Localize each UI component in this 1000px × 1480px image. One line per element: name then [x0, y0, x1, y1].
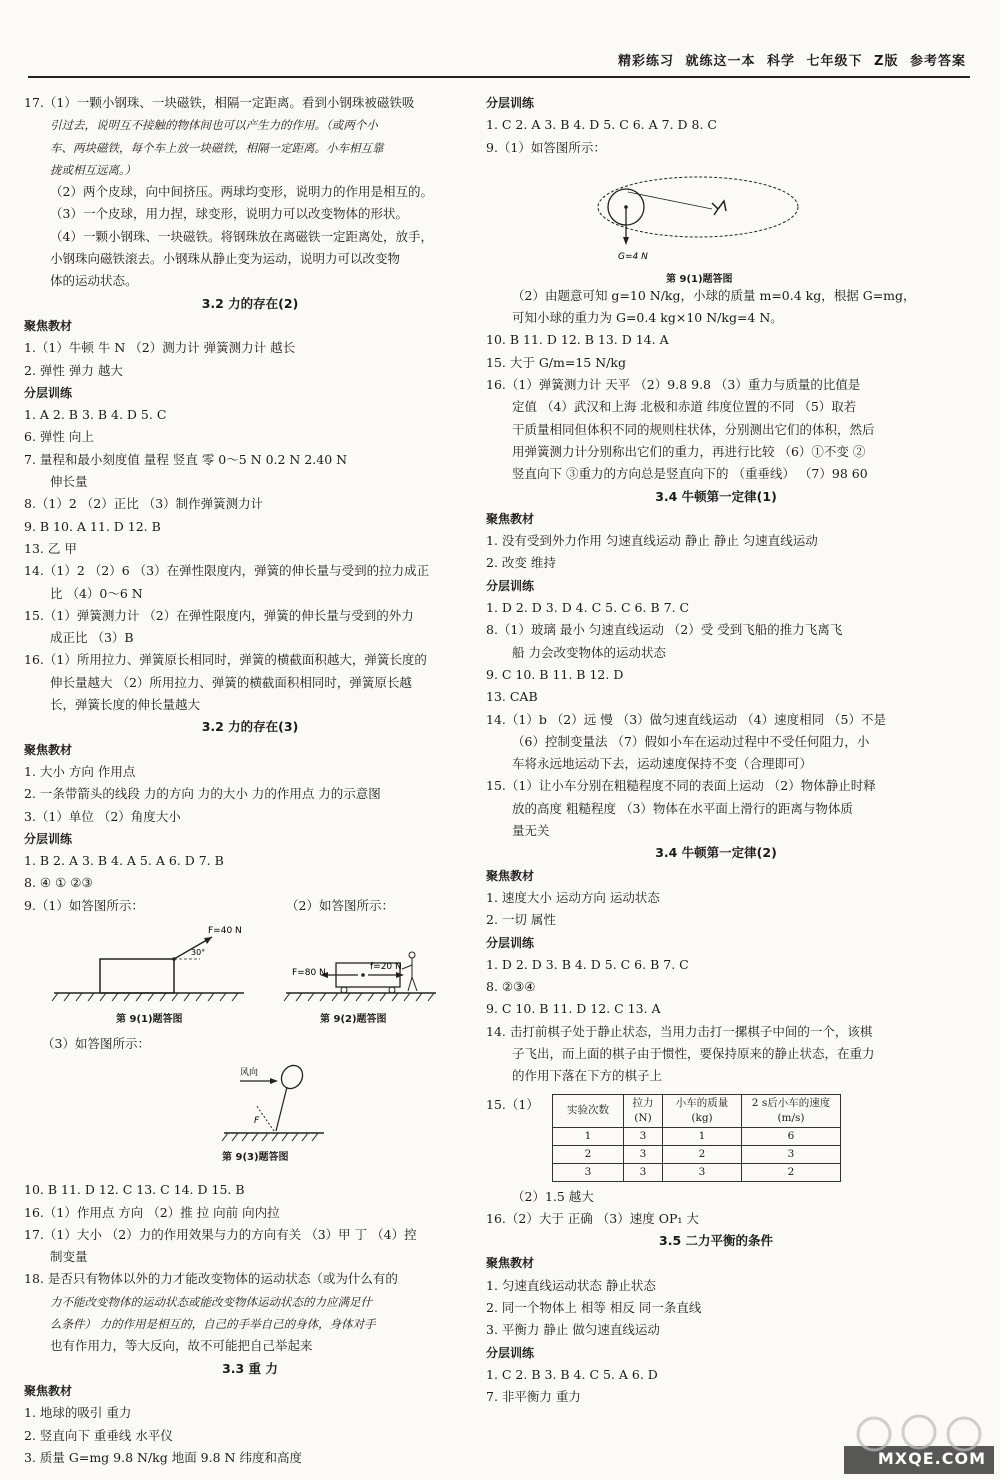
subsection-title: 分层训练 — [24, 385, 73, 400]
answer-text: 9.（1）如答图所示： — [24, 897, 144, 913]
answer-line: 2. 改变 维持 — [486, 555, 556, 571]
answer-line: （4）一颗小钢珠、一块磁铁。将钢珠放在离磁铁一定距离处，放手， — [50, 228, 433, 244]
answer-line: 9. C 10. B 11. B 12. D — [486, 666, 624, 682]
answer-line: 成正比 （3）B — [50, 630, 134, 646]
answer-line: 1.（1）牛顿 牛 N （2）测力计 弹簧测力计 越长 — [24, 340, 296, 356]
force-label: F=40 N — [208, 925, 242, 936]
answer-line: 竖直向下 ③重力的方向总是竖直向下的 （重垂线） （7）98 60 — [512, 466, 868, 482]
answer-line: 么条件） 力的作用是相互的，自己的手举自己的身体，身体对手 — [50, 1317, 376, 1332]
subsection-title: 聚焦教材 — [24, 742, 73, 757]
answer-line: 18. 是否只有物体以外的力才能改变物体的运动状态（或为什么有的 — [24, 1271, 398, 1287]
answer-line: 9. B 10. A 11. D 12. B — [24, 518, 161, 534]
subsection-title: 聚焦教材 — [486, 868, 535, 883]
answer-line: 7. 量程和最小刻度值 量程 竖直 零 0～5 N 0.2 N 2.40 N — [24, 451, 348, 467]
answer-line: 17.（1）一颗小钢珠、一块磁铁，相隔一定距离。看到小钢珠被磁铁吸 — [24, 95, 415, 110]
table-cell: 1 — [663, 1127, 742, 1145]
subsection-title: 分层训练 — [486, 935, 535, 950]
section-title: 3.4 牛顿第一定律(2) — [655, 845, 777, 861]
table-cell: 3 — [742, 1145, 841, 1163]
table-header-row — [553, 1094, 841, 1127]
table-header: 小车的质量(kg) — [663, 1094, 742, 1127]
subsection-title: 聚焦教材 — [486, 511, 535, 526]
answer-line: 8.（1）2 （2）正比 （3）制作弹簧测力计 — [24, 496, 264, 512]
figure-9-1-2 — [24, 917, 476, 1025]
answer-line: 2. 竖直向下 重垂线 水平仪 — [24, 1427, 173, 1443]
right-column — [486, 92, 946, 1409]
answer-line: 比 （4）0～6 N — [50, 585, 143, 601]
answer-line: 伸长量越大 （2）所用拉力、弹簧的横截面积相同时，弹簧原长越 — [50, 674, 412, 690]
answer-line: 力不能改变物体的运动状态或能改变物体运动状态的力应满足什 — [50, 1294, 372, 1309]
answer-line: 2. 一条带箭头的线段 力的方向 力的大小 力的作用点 力的示意图 — [24, 786, 381, 802]
figure-caption: 第 9(3)题答图 — [222, 1152, 289, 1164]
subsection-title: 聚焦教材 — [24, 318, 73, 333]
table-cell: 3 — [663, 1163, 742, 1181]
answer-line: 1. D 2. D 3. B 4. D 5. C 6. B 7. C — [486, 956, 689, 972]
subsection-title: 分层训练 — [486, 1345, 535, 1360]
table-row — [553, 1163, 841, 1181]
answer-line: 10. B 11. D 12. B 13. D 14. A — [486, 332, 669, 348]
answer-line: （2）两个皮球，向中间挤压。两球均变形，说明力的作用是相互的。 — [50, 184, 433, 200]
answer-line: 伸长量 — [50, 474, 88, 490]
wind-label: 风向 — [240, 1068, 259, 1079]
answer-line: 16.（2）大于 正确 （3）速度 OP₁ 大 — [486, 1210, 699, 1226]
answer-line: 车、两块磁铁，每个车上放一块磁铁，相隔一定距离。小车相互靠 — [50, 140, 384, 155]
answer-line: （2）由题意可知 g=10 N/kg，小球的质量 m=0.4 kg，根据 G=mg， — [512, 287, 916, 303]
force-diagrams — [24, 917, 476, 1017]
friction-label: f=20 N — [370, 961, 402, 972]
answer-line: 1. 速度大小 运动方向 运动状态 — [486, 889, 660, 905]
answer-line: 16.（1）弹簧测力计 天平 （2）9.8 9.8 （3）重力与质量的比值是 — [486, 377, 861, 393]
answer-line: 用弹簧测力计分别称出它们的重力，再进行比较 （6）①不变 ② — [512, 443, 866, 459]
subsection-title: 分层训练 — [24, 831, 73, 846]
answer-line: 子飞出，而上面的棋子由于惯性，要保持原来的静止状态，在重力 — [512, 1045, 875, 1061]
answer-line: 引过去，说明互不接触的物体间也可以产生力的作用。（或两个小 — [50, 118, 378, 133]
gravity-label: G=4 N — [618, 251, 648, 262]
answer-line: 14.（1）2 （2）6 （3）在弹性限度内，弹簧的伸长量与受到的拉力成正 — [24, 563, 430, 579]
answer-line: 量无关 — [512, 823, 550, 839]
answer-line: 9. C 10. B 11. D 12. C 13. A — [486, 1001, 661, 1017]
answer-line: 9.（1）如答图所示： — [486, 139, 606, 155]
watermark-logo — [844, 1412, 994, 1474]
answer-line: 7. 非平衡力 重力 — [486, 1389, 581, 1405]
angle-label: 30° — [191, 947, 206, 957]
answer-line: 8. ④ ① ②③ — [24, 875, 93, 891]
experiment-table — [552, 1094, 841, 1182]
figure-caption: 第 9(1)题答图 — [116, 1013, 183, 1025]
answer-line: 6. 弹性 向上 — [24, 429, 94, 445]
answer-line: 2. 弹性 弹力 越大 — [24, 362, 123, 378]
answer-line: 车将永远地运动下去，运动速度保持不变（合理即可） — [512, 756, 813, 772]
answer-line: 8.（1）玻璃 最小 匀速直线运动 （2）受 受到飞船的推力飞离飞 — [486, 622, 843, 638]
table-row — [553, 1145, 841, 1163]
answer-line — [24, 895, 476, 917]
answer-line: （2）1.5 越大 — [512, 1188, 594, 1204]
answer-line: 1. 匀速直线运动状态 静止状态 — [486, 1277, 656, 1293]
table-row — [553, 1127, 841, 1145]
answer-line: 14.（1）b （2）远 慢 （3）做匀速直线运动 （4）速度相同 （5）不是 — [486, 711, 887, 727]
answer-line: 1. 没有受到外力作用 匀速直线运动 静止 静止 匀速直线运动 — [486, 533, 818, 549]
answer-line: 1. C 2. B 3. B 4. C 5. A 6. D — [486, 1366, 658, 1382]
page-header — [28, 38, 970, 78]
table-cell: 3 — [624, 1127, 663, 1145]
orbit-diagram — [486, 159, 946, 269]
answer-line: （3）如答图所示： — [42, 1035, 150, 1051]
answer-line: 体的运动状态。 — [50, 273, 138, 289]
answer-line: （6）控制变量法 （7）假如小车在运动过程中不受任何阻力，小 — [512, 733, 870, 749]
answer-line: 的作用下落在下方的棋子上 — [512, 1068, 663, 1084]
answer-line: 15.（1）弹簧测力计 （2）在弹性限度内，弹簧的伸长量与受到的外力 — [24, 607, 414, 623]
table-header: 2 s后小车的速度(m/s) — [742, 1094, 841, 1127]
subsection-title: 分层训练 — [486, 578, 535, 593]
table-cell: 3 — [553, 1163, 624, 1181]
answer-line: 3. 质量 G=mg 9.8 N/kg 地面 9.8 N 纬度和高度 — [24, 1449, 302, 1465]
answer-line: （3）一个皮球，用力捏，球变形，说明力可以改变物体的形状。 — [50, 206, 408, 222]
subsection-title: 聚焦教材 — [486, 1256, 535, 1271]
answer-line: 1. 大小 方向 作用点 — [24, 763, 136, 779]
answer-line: 16.（1）作用点 方向 （2）推 拉 向前 向内拉 — [24, 1204, 280, 1220]
subsection-title: 聚焦教材 — [24, 1383, 73, 1398]
table-header: 实验次数 — [553, 1094, 624, 1127]
experiment-block — [486, 1094, 946, 1182]
section-title: 3.5 二力平衡的条件 — [659, 1233, 773, 1249]
answer-line: 15.（1） — [486, 1096, 539, 1112]
answer-line: 1. D 2. D 3. D 4. C 5. C 6. B 7. C — [486, 600, 690, 616]
answer-line: 14. 击打前棋子处于静止状态，当用力击打一摞棋子中间的一个，该棋 — [486, 1023, 873, 1039]
answer-line: 2. 一切 属性 — [486, 912, 556, 928]
answer-line: 拢或相互远离。） — [50, 162, 137, 177]
answer-line: 船 力会改变物体的运动状态 — [512, 644, 666, 660]
answer-text: （2）如答图所示： — [286, 897, 394, 913]
header-title: 精彩练习 就练这一本 科学 七年级下 Z版 参考答案 — [617, 54, 966, 69]
watermark-text: MXQE.COM — [877, 1449, 986, 1468]
left-column — [24, 92, 476, 1469]
figure-9-3 — [24, 1055, 476, 1164]
answer-line: 17.（1）大小 （2）力的作用效果与力的方向有关 （3）甲 丁 （4）控 — [24, 1226, 417, 1242]
answer-line: 15.（1）让小车分别在粗糙程度不同的表面上运动 （2）物体静止时释 — [486, 778, 876, 794]
section-title: 3.3 重 力 — [222, 1360, 278, 1376]
wind-balloon-diagram — [24, 1055, 476, 1155]
answer-line: 3.（1）单位 （2）角度大小 — [24, 808, 181, 824]
answer-line: 3. 平衡力 静止 做匀速直线运动 — [486, 1322, 660, 1338]
answer-line: 1. A 2. B 3. B 4. D 5. C — [24, 407, 167, 423]
force-label: F=80 N — [292, 967, 326, 978]
figure-caption: 第 9(2)题答图 — [320, 1013, 387, 1025]
force-label: F — [254, 1116, 260, 1127]
answer-line: 1. 地球的吸引 重力 — [24, 1405, 132, 1421]
answer-line: 长，弹簧长度的伸长量越大 — [50, 697, 201, 713]
answer-line: 干质量相同但体积不同的规则柱状体，分别测出它们的体积，然后 — [512, 421, 875, 437]
answer-line: 可知小球的重力为 G=0.4 kg×10 N/kg=4 N。 — [512, 310, 783, 326]
subsection-title: 分层训练 — [486, 96, 535, 110]
figure-caption: 第 9(1)题答图 — [666, 273, 733, 285]
answer-line: 13. 乙 甲 — [24, 540, 77, 556]
table-cell: 6 — [742, 1127, 841, 1145]
table-header: 拉力(N) — [624, 1094, 663, 1127]
table-cell: 3 — [624, 1163, 663, 1181]
answer-line: 制变量 — [50, 1249, 88, 1265]
answer-line: 也有作用力，等大反向，故不可能把自己举起来 — [50, 1338, 313, 1354]
answer-line: 13. CAB — [486, 689, 538, 705]
answer-line: 16.（1）所用拉力、弹簧原长相同时，弹簧的横截面积越大，弹簧长度的 — [24, 652, 427, 668]
table-cell: 2 — [553, 1145, 624, 1163]
section-title: 3.2 力的存在(3) — [201, 719, 299, 735]
answer-line: 1. B 2. A 3. B 4. A 5. A 6. D 7. B — [24, 853, 224, 869]
table-cell: 3 — [624, 1145, 663, 1163]
table-cell: 1 — [553, 1127, 624, 1145]
answer-line: 2. 同一个物体上 相等 相反 同一条直线 — [486, 1300, 702, 1316]
answer-line: 8. ②③④ — [486, 979, 536, 995]
answer-line: 10. B 11. D 12. C 13. C 14. D 15. B — [24, 1182, 245, 1198]
table-cell: 2 — [663, 1145, 742, 1163]
answer-line: 小钢珠向磁铁滚去。小钢珠从静止变为运动，说明力可以改变物 — [50, 251, 401, 267]
section-title: 3.2 力的存在(2) — [201, 295, 299, 311]
table-cell: 2 — [742, 1163, 841, 1181]
answer-line: 15. 大于 G/m=15 N/kg — [486, 354, 626, 370]
answer-line: 定值 （4）武汉和上海 北极和赤道 纬度位置的不同 （5）取若 — [512, 399, 857, 415]
section-title: 3.4 牛顿第一定律(1) — [655, 488, 777, 504]
figure-orbit — [486, 159, 946, 285]
answer-line: 1. C 2. A 3. B 4. D 5. C 6. A 7. D 8. C — [486, 117, 717, 133]
answer-line: 放的高度 粗糙程度 （3）物体在水平面上滑行的距离与物体质 — [512, 800, 853, 816]
